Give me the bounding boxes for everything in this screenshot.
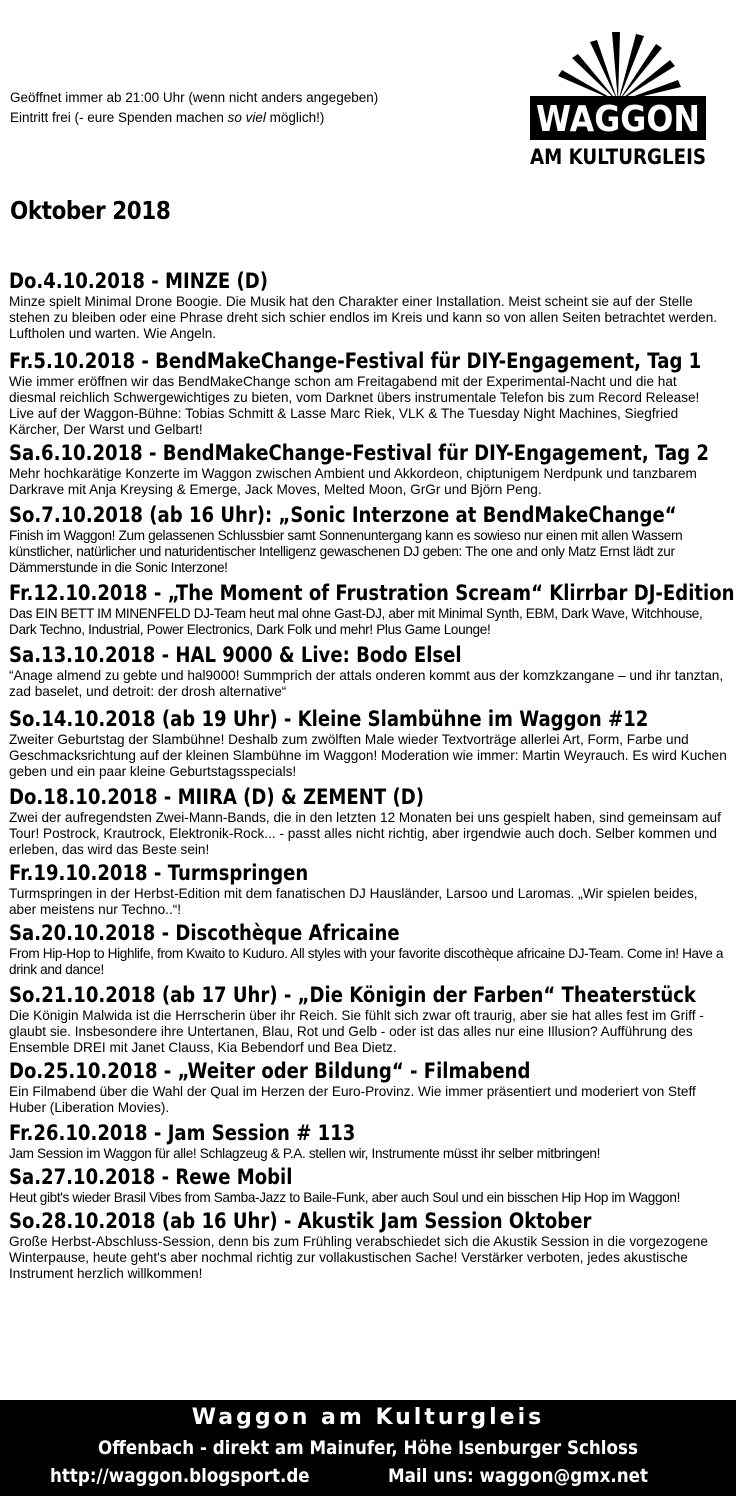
event-description: Zwei der aufregendsten Zwei-Mann-Bands, die in den letzten 12 Monaten bei uns gespielt haben, sind gemeinsam auf Tour! Postrock, Krautrock, Elektronik-Rock... - passt alles nicht richtig, aber irgendwie auch doch. Selber kommen und erleben, das wird das Beste sein!: [9, 810, 721, 857]
event-description: Heut gibt's wieder Brasil Vibes from Samba-Jazz to Baile-Funk, aber auch Soul und ein bisschen Hip Hop im Waggon!: [9, 1190, 681, 1205]
event-title: So.28.10.2018 (ab 16 Uhr) - Akustik Jam Session Oktober: [9, 1209, 592, 1233]
event-title: So.7.10.2018 (ab 16 Uhr): „Sonic Interzone at BendMakeChange“: [9, 503, 677, 527]
event-title: Sa.20.10.2018 - Discothèque Africaine: [9, 921, 400, 945]
event-item: [9, 348, 727, 438]
event-item: [9, 982, 727, 1056]
opening-info: [10, 88, 378, 128]
event-title: So.21.10.2018 (ab 17 Uhr) - „Die Königin der Farben“ Theaterstück: [9, 983, 696, 1007]
event-item: [9, 920, 727, 978]
event-description: Wie immer eröffnen wir das BendMakeChange schon am Freitagabend mit der Experimental-Nacht und die hat diesmal reichlich Schwergewichtiges zu bieten, vom Darknet übers instrumentale Telefon bis zum Record Release! Live auf der Waggon-Bühne: Tobias Schmitt & Lasse Marc Riek, VLK & The Tuesday Night Machines, Siegfried Kärcher, Der Warst und Gelbart!: [9, 374, 700, 437]
event-title: Fr.5.10.2018 - BendMakeChange-Festival für DIY-Engagement, Tag 1: [9, 349, 702, 373]
event-description: Zweiter Geburtstag der Slambühne! Deshalb zum zwölften Male wieder Textvorträge allerlei Art, Form, Farbe und Geschmacksrichtung auf der kleinen Slambühne im Waggon! Moderation wie immer: Martin Weyrauch. Es wird Kuchen geben und ein paar kleine Geburtstagsspecials!: [9, 732, 727, 779]
event-title: Do.4.10.2018 - MINZE (D): [9, 269, 269, 293]
event-title: Sa.13.10.2018 - HAL 9000 & Live: Bodo Elsel: [9, 643, 462, 667]
event-title: Fr.12.10.2018 - „The Moment of Frustration Scream“ Klirrbar DJ-Edition: [9, 581, 735, 605]
event-item: [9, 1120, 727, 1162]
event-item: [9, 268, 727, 342]
event-description: Mehr hochkarätige Konzerte im Waggon zwischen Ambient und Akkordeon, chiptunigem Nerdpunk und tanzbarem Darkrave mit Anja Kreysing & Emerge, Jack Moves, Melted Moon, GrGr und Björn Peng.: [9, 466, 697, 497]
event-title: Do.25.10.2018 - „Weiter oder Bildung“ - Filmabend: [9, 1059, 531, 1083]
email-link[interactable]: Mail uns: waggon@gmx.net: [388, 1465, 649, 1487]
website-link[interactable]: http://waggon.blogsport.de: [50, 1465, 310, 1487]
event-description: Das EIN BETT IM MINENFELD DJ-Team heut mal ohne Gast-DJ, aber mit Minimal Synth, EBM, Dark Wave, Witchhouse, Dark Techno, Industrial, Power Electronics, Dark Folk und mehr! Plus Game Lounge!: [9, 606, 703, 637]
event-item: [9, 502, 727, 576]
opening-hours-text: Geöffnet immer ab 21:00 Uhr (wenn nicht anders angegeben): [10, 90, 379, 105]
event-description: Jam Session im Waggon für alle! Schlagzeug & P.A. stellen wir, Instrumente müsst ihr selber mitbringen!: [9, 1146, 601, 1161]
event-item: [9, 1164, 727, 1206]
event-description: “Anage almend zu gebte und hal9000! Summprich der attals onderen kommt aus der komzkzangane – und ihr tanztan, zad baselet, und detroit: der drosh alternative“: [9, 668, 724, 699]
event-description: Minze spielt Minimal Drone Boogie. Die Musik hat den Charakter einer Installation. Meist scheint sie auf der Stelle stehen zu bleiben oder eine Phrase dreht sich schier endlos im Kreis und kann so von allen Seiten betrachtet werden. Luftholen und warten. Wie Angeln.: [9, 294, 718, 341]
event-description: Turmspringen in der Herbst-Edition mit dem fanatischen DJ Hausländer, Larsoo und Laromas. „Wir spielen beides, aber meistens nur Techno..“!: [9, 886, 698, 917]
event-description: Große Herbst-Abschluss-Session, denn bis zum Frühling verabschiedet sich die Akustik Session in die vorgezogene Winterpause, heute geht's aber nochmal richtig zur vollakustischen Sache! Verstärker verboten, jedes akustische Instrument herzlich willkommen!: [9, 1234, 708, 1281]
footer-contact-row: [0, 1463, 736, 1493]
logo-text-top: WAGGON: [536, 99, 700, 140]
event-item: [9, 440, 727, 498]
event-title: Fr.26.10.2018 - Jam Session # 113: [9, 1121, 356, 1145]
event-description: Ein Filmabend über die Wahl der Qual im Herzen der Euro-Provinz. Wie immer präsentiert und moderiert von Steff Huber (Liberation Movies).: [9, 1084, 696, 1115]
event-item: [9, 860, 727, 918]
event-item: [9, 1058, 727, 1116]
event-item: [9, 580, 735, 638]
month-title: Oktober 2018: [10, 196, 171, 225]
footer: [0, 1400, 736, 1496]
admission-emphasis: so viel: [227, 110, 266, 125]
event-title: Sa.27.10.2018 - Rewe Mobil: [9, 1165, 293, 1189]
admission-text: Eintritt frei (- eure Spenden machen so viel möglich!): [10, 110, 325, 125]
event-item: [9, 784, 727, 858]
sunburst-rays-icon: [558, 32, 681, 102]
event-list: [9, 268, 735, 1282]
event-description: Finish im Waggon! Zum gelassenen Schlussbier samt Sonnenuntergang kann es sowieso nur einen mit allen Wassern künstlicher, natürlicher und naturidentischer Intelligenz gewaschenen DJ geben: The one and only Matz Ernst lädt zur Dämmerstunde in die Sonic Interzone!: [9, 528, 683, 575]
event-title: Sa.6.10.2018 - BendMakeChange-Festival für DIY-Engagement, Tag 2: [9, 441, 709, 465]
event-title: So.14.10.2018 (ab 19 Uhr) - Kleine Slambühne im Waggon #12: [9, 707, 649, 731]
event-item: [9, 706, 727, 780]
event-description: Die Königin Malwida ist die Herrscherin über ihr Reich. Sie fühlt sich zwar oft traurig, aber sie hat alles fest im Griff - glaubt sie. Insbesondere ihre Untertanen, Blau, Rot und Gelb - oder ist das alles nur eine Illusion? Aufführung des Ensemble DREI mit Janet Clauss, Kia Bebendorf und Bea Dietz.: [9, 1008, 704, 1055]
footer-title: Waggon am Kulturgleis: [191, 1405, 545, 1430]
footer-address: Offenbach - direkt am Mainufer, Höhe Isenburger Schloss: [98, 1437, 638, 1459]
logo-text-bottom: AM KULTURGLEIS: [530, 145, 706, 169]
event-item: [9, 1208, 727, 1282]
event-title: Do.18.10.2018 - MIIRA (D) & ZEMENT (D): [9, 785, 424, 809]
event-description: From Hip-Hop to Highlife, from Kwaito to Kuduro. All styles with your favorite discothèque africaine DJ-Team. Come in! Have a drink and dance!: [9, 946, 724, 977]
event-item: [9, 642, 727, 700]
event-title: Fr.19.10.2018 - Turmspringen: [9, 861, 309, 885]
waggon-logo: [528, 30, 708, 180]
